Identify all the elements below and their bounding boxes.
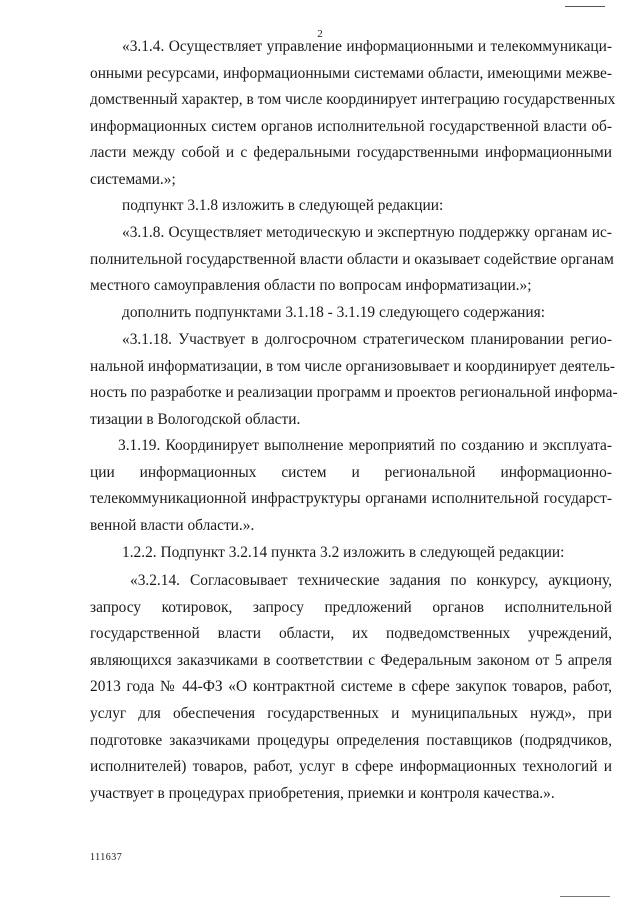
text-line: ласти между собой и с федеральными государственными информационными xyxy=(90,144,612,162)
text-line: нальной информатизации, в том числе организовывает и координирует деятель- xyxy=(90,357,615,375)
text-line: 1.2.2. Подпункт 3.2.14 пункта 3.2 изложить в следующей редакции: xyxy=(122,544,565,561)
text-line: подпункт 3.1.8 изложить в следующей редакции: xyxy=(122,197,444,214)
text-line: онными ресурсами, информационными системами области, имеющими межве- xyxy=(90,64,612,82)
text-line: полнительной государственной власти области и оказывает содействие органам xyxy=(90,250,614,268)
text-line: исполнителей) товаров, работ, услуг в сфере информационных технологий и xyxy=(90,758,612,776)
text-line: являющихся заказчиками в соответствии с Федеральным законом от 5 апреля xyxy=(90,651,612,669)
text-line: «3.1.8. Осуществляет методическую и экспертную поддержку органам ис- xyxy=(122,224,612,241)
text-line: «3.1.18. Участвует в долгосрочном стратегическом планировании регио- xyxy=(122,331,612,348)
text-line: услуг для обеспечения государственных и муниципальных нужд», при xyxy=(90,704,612,722)
paragraph-3-1-4 xyxy=(90,34,616,194)
text-line: домственный характер, в том числе координирует интеграцию государственных xyxy=(90,91,616,109)
text-line: государственной власти области, их подведомственных учреждений, xyxy=(90,625,612,643)
text-line: системами.»; xyxy=(90,170,176,188)
text-line: участвует в процедурах приобретения, приемки и контроля качества.». xyxy=(90,784,555,802)
bottom-rule xyxy=(560,896,610,897)
text-line: «3.1.4. Осуществляет управление информационными и телекоммуникаци- xyxy=(122,38,612,55)
text-line: запросу котировок, запросу предложений органов исполнительной xyxy=(90,598,612,616)
text-line: венной власти области.». xyxy=(90,516,255,534)
text-line: 2013 года № 44-ФЗ «О контрактной системе в сфере закупок товаров, работ, xyxy=(90,678,612,696)
text-line: телекоммуникационной инфраструктуры органами исполнительной государст- xyxy=(90,490,612,508)
paragraph-subpoint-3-1-8 xyxy=(90,193,612,220)
paragraph-3-1-18 xyxy=(90,327,618,433)
text-line: ность по разработке и реализации программ и проектов региональной информа- xyxy=(90,384,618,402)
text-line: дополнить подпунктами 3.1.18 - 3.1.19 следующего содержания: xyxy=(122,304,546,321)
document-code: 111637 xyxy=(90,852,123,863)
text-line: ции информационных систем и региональной информационно- xyxy=(90,463,612,481)
paragraph-add-subpoints xyxy=(90,300,612,327)
paragraph-3-1-8 xyxy=(90,220,612,300)
paragraph-3-1-19 xyxy=(90,433,612,539)
top-rule xyxy=(565,6,605,7)
text-line: тизации в Вологодской области. xyxy=(90,410,301,428)
text-line: подготовке заказчиками процедуры определения поставщиков (подрядчиков, xyxy=(90,731,612,749)
paragraph-3-2-14 xyxy=(90,568,612,807)
text-line: местного самоуправления области по вопросам информатизации.»; xyxy=(90,277,532,295)
page-number: 2 xyxy=(317,28,323,40)
text-line: «3.2.14. Согласовывает технические задания по конкурсу, аукциону, xyxy=(130,572,612,589)
text-line: 3.1.19. Координирует выполнение мероприятий по созданию и эксплуата- xyxy=(118,437,612,454)
paragraph-1-2-2 xyxy=(90,540,612,567)
text-line: информационных систем органов исполнительной государственной власти об- xyxy=(90,117,612,135)
